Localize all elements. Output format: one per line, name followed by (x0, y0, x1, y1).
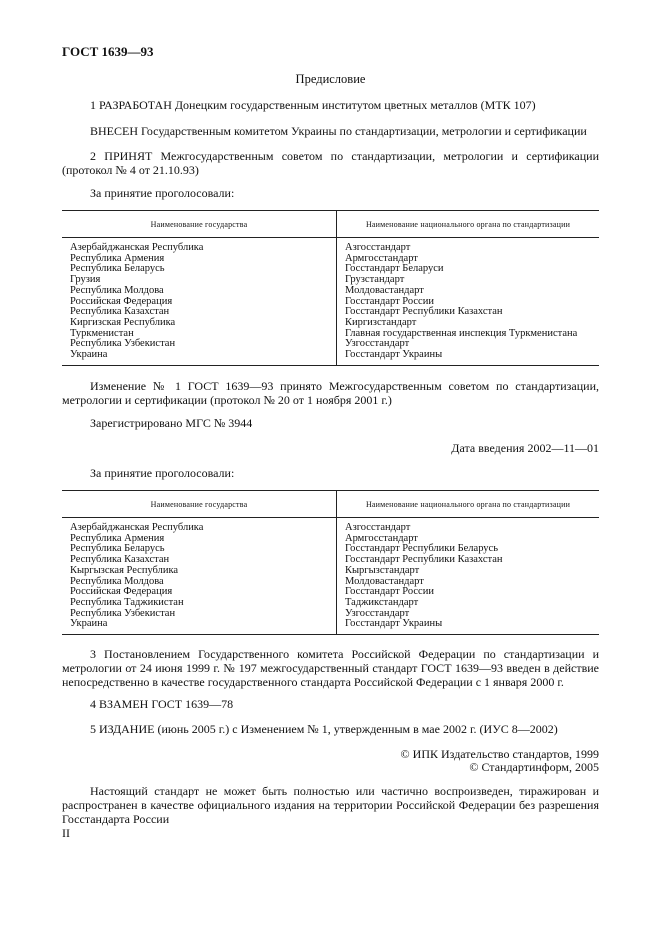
effective-date: Дата введения 2002—11—01 (451, 441, 599, 455)
table-row (62, 566, 599, 577)
standards-body-cell: Госстандарт Украины (345, 618, 443, 630)
standards-body-cell: Армгосстандарт (345, 532, 418, 544)
state-name-cell: Республика Армения (62, 254, 337, 265)
standards-body-cell: Главная государственная инспекция Туркменистана (345, 327, 578, 339)
document-code: ГОСТ 1639—93 (62, 44, 154, 59)
state-name-cell: Республика Узбекистан (62, 609, 337, 620)
table2-body (62, 518, 599, 635)
standards-body-cell: Госстандарт Республики Беларусь (345, 543, 499, 555)
table2-header-body: Наименование национального органа по стандартизации (337, 491, 600, 518)
table-row (62, 264, 599, 275)
state-name-cell: Республика Армения (62, 534, 337, 545)
standards-body-cell: Госстандарт Беларуси (345, 263, 444, 275)
standards-body-cell: Кыргызстандарт (345, 564, 420, 576)
state-name-cell: Республика Молдова (62, 577, 337, 588)
state-name-cell: Грузия (62, 275, 337, 286)
state-name-cell: Республика Беларусь (62, 264, 337, 275)
table-row (62, 286, 599, 297)
standards-body-cell: Киргизстандарт (345, 316, 417, 328)
state-name-cell: Российская Федерация (62, 297, 337, 308)
standards-body-cell: Госстандарт России (345, 295, 434, 307)
state-name-cell: Азербайджанская Республика (62, 518, 337, 534)
copyright-2: © Стандартинформ, 2005 (469, 760, 599, 774)
item-4-paragraph: 4 ВЗАМЕН ГОСТ 1639—78 (90, 697, 234, 711)
introduced-paragraph: ВНЕСЕН Государственным комитетом Украины по стандартизации, метрологии и сертификации (90, 124, 587, 138)
table-row (62, 518, 599, 534)
table1-header-state: Наименование государства (62, 211, 337, 238)
table-row (62, 238, 599, 254)
voted-label-2: За принятие проголосовали: (90, 466, 235, 480)
states-table-1 (62, 210, 599, 366)
standards-body-cell: Госстандарт Украины (345, 349, 443, 361)
table1-body (62, 238, 599, 366)
registered-paragraph: Зарегистрировано МГС № 3944 (90, 416, 253, 430)
standards-body-cell: Грузстандарт (345, 274, 405, 286)
state-name-cell: Республика Казахстан (62, 307, 337, 318)
state-name-cell: Украина (62, 619, 337, 634)
table1-header-body: Наименование национального органа по стандартизации (337, 211, 600, 238)
developed-paragraph: 1 РАЗРАБОТАН Донецким государственным институтом цветных металлов (МТК 107) (90, 98, 536, 112)
standards-body-cell: Узгосстандарт (345, 607, 410, 619)
copyright-1: © ИПК Издательство стандартов, 1999 (400, 747, 599, 761)
standards-body-cell: Армгосстандарт (345, 252, 418, 264)
foreword-title: Предисловие (295, 72, 366, 86)
standards-body-cell: Молдовастандарт (345, 575, 424, 587)
standards-body-cell: Узгосстандарт (345, 338, 410, 350)
table-row (62, 339, 599, 350)
table-row (62, 609, 599, 620)
states-table-2 (62, 490, 599, 635)
item-3-paragraph: 3 Постановлением Государственного комитета Российской Федерации по стандартизации и метрологии от 24 июня 1999 г. № 197 межгосударственный стандарт ГОСТ 1639—93 введен в действие непосредственно в качестве государственного стандарта Российской Федерации с 1 января 2000 г. (62, 647, 599, 689)
state-name-cell: Республика Молдова (62, 286, 337, 297)
state-name-cell: Киргизская Республика (62, 318, 337, 329)
table2-header-state: Наименование государства (62, 491, 337, 518)
state-name-cell: Республика Беларусь (62, 544, 337, 555)
standards-body-cell: Азгосстандарт (345, 242, 411, 253)
state-name-cell: Республика Таджикистан (62, 598, 337, 609)
state-name-cell: Республика Узбекистан (62, 339, 337, 350)
reproduction-notice: Настоящий стандарт не может быть полностью или частично воспроизведен, тиражирован и распространен в качестве официального издания на территории Российской Федерации без разрешения Госстандарта России (62, 784, 599, 826)
standards-body-cell: Молдовастандарт (345, 284, 424, 296)
adopted-paragraph: 2 ПРИНЯТ Межгосударственным советом по стандартизации, метрологии и сертификации (протокол № 4 от 21.10.93) (62, 149, 599, 177)
standards-body-cell: Госстандарт Республики Казахстан (345, 306, 503, 318)
state-name-cell: Российская Федерация (62, 587, 337, 598)
amendment-paragraph: Изменение № 1 ГОСТ 1639—93 принято Межгосударственным советом по стандартизации, метрологии и сертификации (протокол № 20 от 1 ноября 2001 г.) (62, 379, 599, 407)
page-number: II (62, 826, 70, 840)
state-name-cell: Туркменистан (62, 329, 337, 340)
standards-body-cell: Таджикстандарт (345, 596, 419, 608)
item-5-paragraph: 5 ИЗДАНИЕ (июнь 2005 г.) с Изменением № 1, утвержденным в мае 2002 г. (ИУС 8—2002) (90, 722, 558, 736)
table-row (62, 350, 599, 365)
state-name-cell: Азербайджанская Республика (62, 238, 337, 254)
standards-body-cell: Госстандарт России (345, 586, 434, 598)
standards-body-cell: Азгосстандарт (345, 522, 411, 533)
state-name-cell: Кыргызская Республика (62, 566, 337, 577)
voted-label-1: За принятие проголосовали: (90, 186, 235, 200)
state-name-cell: Украина (62, 350, 337, 365)
standards-body-cell: Госстандарт Республики Казахстан (345, 554, 503, 566)
table-row (62, 619, 599, 634)
state-name-cell: Республика Казахстан (62, 555, 337, 566)
